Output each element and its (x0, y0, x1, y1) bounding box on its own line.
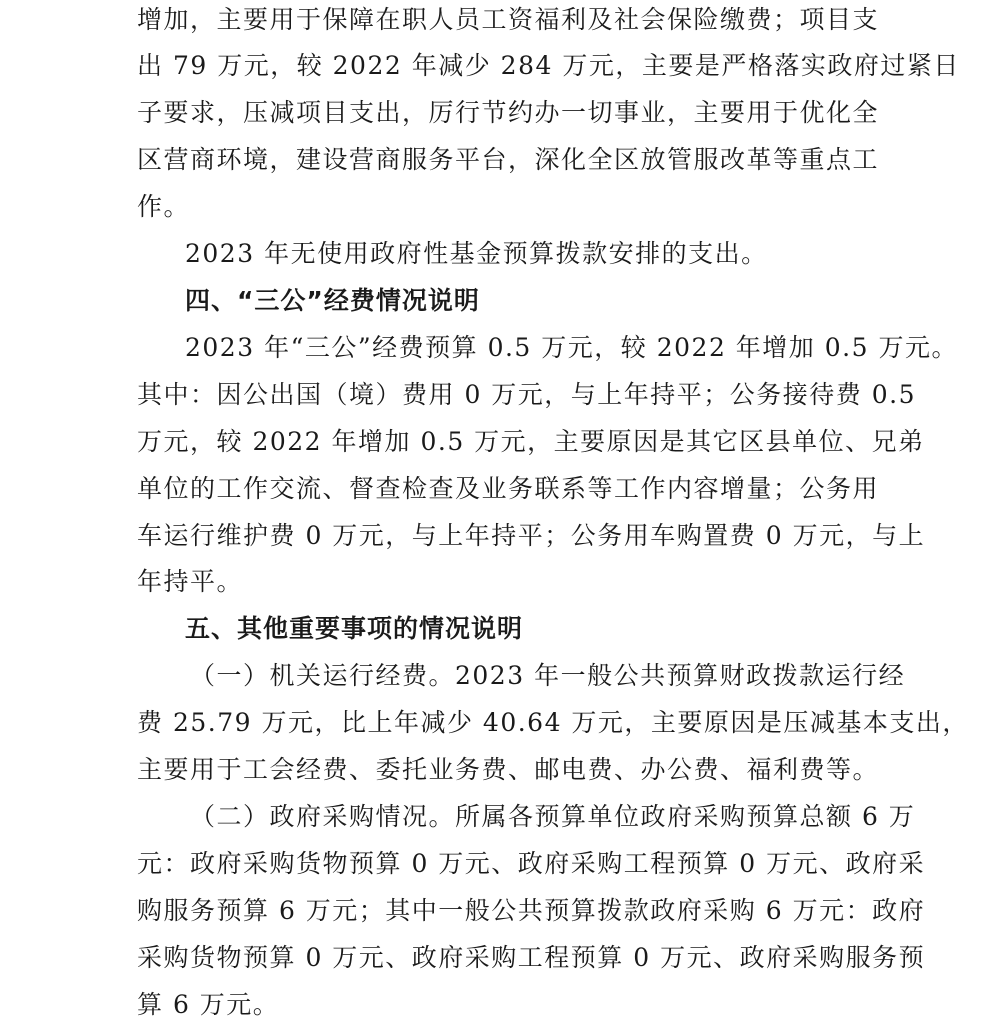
paragraph-line: 出 79 万元，较 2022 年减少 284 万元，主要是严格落实政府过紧日 (137, 51, 960, 80)
paragraph-line: 作。 (137, 192, 191, 221)
paragraph-line: 算 6 万元。 (137, 990, 280, 1019)
paragraph-line: 主要用于工会经费、委托业务费、邮电费、办公费、福利费等。 (137, 755, 880, 784)
paragraph-line: 元：政府采购货物预算 0 万元、政府采购工程预算 0 万元、政府采 (137, 849, 926, 878)
paragraph-line: 购服务预算 6 万元；其中一般公共预算拨款政府采购 6 万元：政府 (137, 896, 926, 925)
paragraph-line: 单位的工作交流、督查检查及业务联系等工作内容增量；公务用 (137, 474, 880, 503)
paragraph-line: 2023 年无使用政府性基金预算拨款安排的支出。 (185, 239, 768, 268)
paragraph-line: （二）政府采购情况。所属各预算单位政府采购预算总额 6 万 (190, 802, 916, 831)
paragraph-line: 2023 年“三公”经费预算 0.5 万元，较 2022 年增加 0.5 万元。 (185, 333, 958, 362)
section-heading-other-matters: 五、其他重要事项的情况说明 (185, 614, 524, 643)
paragraph-line: 其中：因公出国（境）费用 0 万元，与上年持平；公务接待费 0.5 (137, 380, 917, 409)
section-heading-sangong: 四、“三公”经费情况说明 (185, 286, 480, 315)
paragraph-line: 增加，主要用于保障在职人员工资福利及社会保险缴费；项目支 (137, 5, 880, 34)
paragraph-line: 采购货物预算 0 万元、政府采购工程预算 0 万元、政府采购服务预 (137, 943, 926, 972)
paragraph-line: （一）机关运行经费。2023 年一般公共预算财政拨款运行经 (190, 661, 906, 690)
paragraph-line: 年持平。 (137, 567, 244, 596)
paragraph-line: 费 25.79 万元，比上年减少 40.64 万元，主要原因是压减基本支出， (137, 708, 969, 737)
paragraph-line: 区营商环境，建设营商服务平台，深化全区放管服改革等重点工 (137, 145, 880, 174)
paragraph-line: 子要求，压减项目支出，厉行节约办一切事业，主要用于优化全 (137, 98, 880, 127)
paragraph-line: 万元，较 2022 年增加 0.5 万元，主要原因是其它区县单位、兄弟 (137, 427, 925, 456)
paragraph-line: 车运行维护费 0 万元，与上年持平；公务用车购置费 0 万元，与上 (137, 521, 926, 550)
